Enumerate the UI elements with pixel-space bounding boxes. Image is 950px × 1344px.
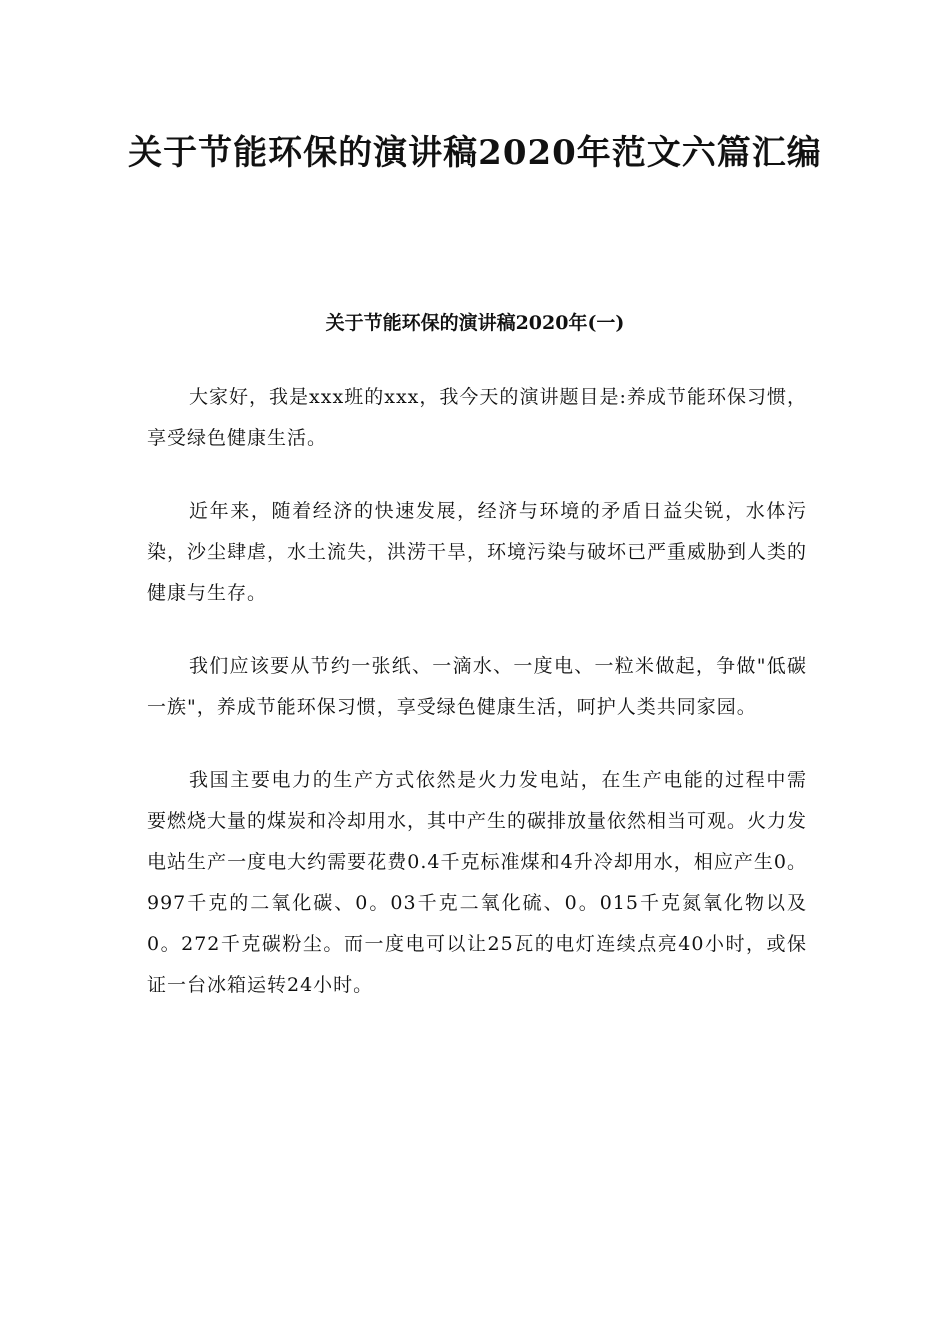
paragraph: 我国主要电力的生产方式依然是火力发电站，在生产电能的过程中需要燃烧大量的煤炭和冷却用水，其中产生的碳排放量依然相当可观。火力发电站生产一度电大约需要花费0.4千克标准煤和4升冷却用水，相应产生0。997千克的二氧化碳、0。03千克二氧化硫、0。015千克氮氧化物以及0。272千克碳粉尘。而一度电可以让25瓦的电灯连续点亮40小时，或保证一台冰箱运转24小时。 — [147, 769, 808, 996]
section-heading: 关于节能环保的演讲稿2020年(一) — [325, 312, 625, 334]
paragraph: 我们应该要从节约一张纸、一滴水、一度电、一粒米做起，争做"低碳一族"，养成节能环保习惯，享受绿色健康生活，呵护人类共同家园。 — [147, 655, 807, 718]
body-text — [147, 377, 807, 1038]
document-title: 关于节能环保的演讲稿2020年范文六篇汇编 — [128, 133, 822, 173]
paragraph: 近年来，随着经济的快速发展，经济与环境的矛盾日益尖锐，水体污染，沙尘肆虐，水土流失，洪涝干旱，环境污染与破坏已严重威胁到人类的健康与生存。 — [147, 500, 808, 604]
paragraph: 大家好，我是xxx班的xxx，我今天的演讲题目是:养成节能环保习惯，享受绿色健康生活。 — [147, 386, 807, 449]
